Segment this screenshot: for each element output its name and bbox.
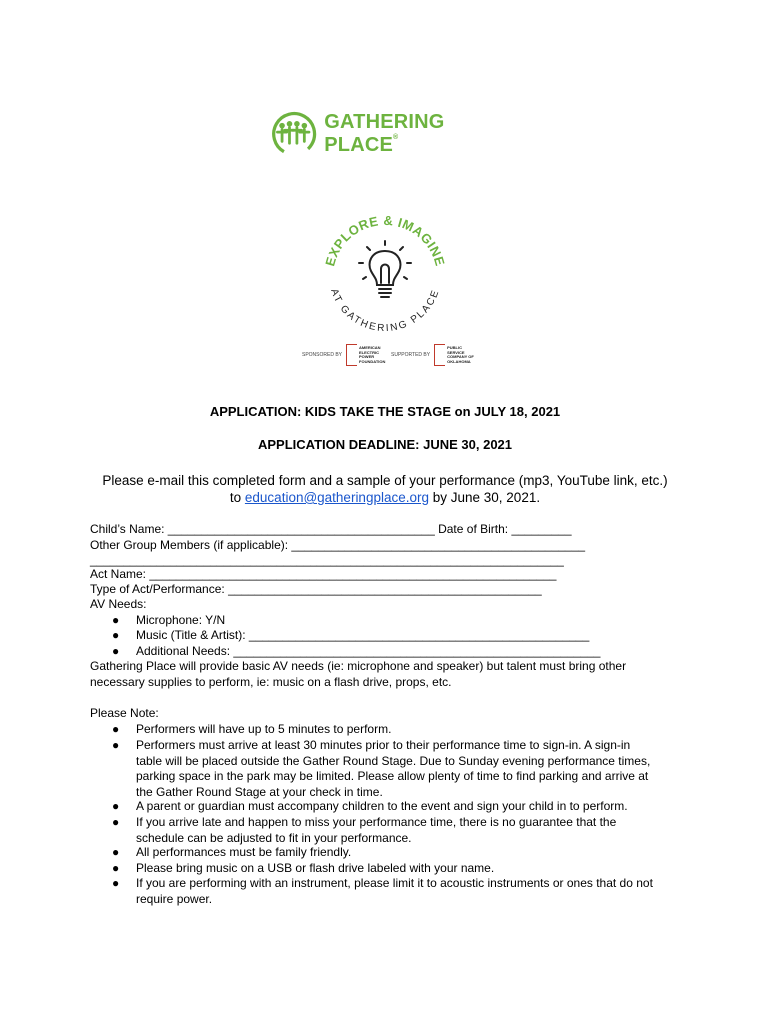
other-members-field[interactable]: Other Group Members (if applicable): ____________________________________________ [90, 538, 586, 552]
av-note-line-2: necessary supplies to perform, ie: music on a flash drive, props, etc. [90, 675, 452, 689]
note-item: ● Please bring music on a USB or flash drive labeled with your name. [112, 861, 495, 875]
av-note-line-1: Gathering Place will provide basic AV needs (ie: microphone and speaker) but talent must bring other [90, 659, 627, 673]
application-deadline: APPLICATION DEADLINE: JUNE 30, 2021 [257, 437, 513, 452]
sponsored-by-label: SPONSORED BY [302, 352, 343, 358]
av-needs-label: AV Needs: [90, 597, 147, 611]
sponsor-row [302, 343, 477, 367]
badge-bottom-arc-text: AT GATHERING PLACE [328, 287, 442, 335]
note-item: ● If you arrive late and happen to miss your performance time, there is no guarantee that the schedule can be adjusted to fit in your performance. [112, 815, 617, 845]
supported-by-label: SUPPORTED BY [391, 352, 431, 358]
av-item-additional[interactable]: ● Additional Needs: _______________________________________________________ [112, 644, 601, 658]
email-link[interactable]: education@gatheringplace.org [244, 490, 429, 505]
note-item: ● Performers must arrive at least 30 minutes prior to their performance time to sign-in. A sign-in table will be placed outside the Gather Round Stage. Due to Sunday evening performance times, parking space in the park may be limited. Please allow plenty of time to find parking and arrive at the Gather Round Stage at your check in time. [112, 738, 651, 799]
av-item-music[interactable]: ● Music (Title & Artist): ___________________________________________________ [112, 628, 590, 642]
sponsor-aep-logo: AMERICAN ELECTRIC POWER FOUNDATION [346, 344, 387, 366]
application-title: APPLICATION: KIDS TAKE THE STAGE on JULY 18, 2021 [209, 404, 561, 419]
explore-imagine-badge [315, 205, 455, 345]
instructions-line-1: Please e-mail this completed form and a sample of your performance (mp3, YouTube link, etc.) [102, 473, 668, 488]
gathering-place-logo [270, 106, 510, 162]
svg-text:AT GATHERING PLACE [328, 287, 442, 334]
child-name-field[interactable]: Child’s Name: ________________________________________ Date of Birth: _________ [90, 522, 572, 536]
act-name-field[interactable]: Act Name: _____________________________________________________________ [90, 567, 557, 581]
lightbulb-icon [359, 241, 411, 297]
note-item: ● If you are performing with an instrument, please limit it to acoustic instruments or ones that do not require power. [112, 876, 653, 906]
note-item: ● A parent or guardian must accompany children to the event and sign your child in to perform. [112, 799, 628, 813]
sponsor-pso-logo: PUBLIC SERVICE COMPANY OF OKLAHOMA [434, 344, 475, 366]
logo-wordmark: GATHERING PLACE® [324, 111, 445, 156]
note-item: ● All performances must be family friendly. [112, 845, 352, 859]
badge-top-arc-text: EXPLORE & IMAGINE [322, 212, 448, 268]
other-members-continuation[interactable]: _______________________________________________________________________ [90, 553, 564, 567]
please-note-label: Please Note: [90, 706, 159, 720]
instructions-line-2: to education@gatheringplace.org by June 30, 2021. [229, 490, 541, 505]
av-item-microphone[interactable]: ● Microphone: Y/N [112, 613, 226, 627]
type-of-act-field[interactable]: Type of Act/Performance: _______________________________________________ [90, 582, 542, 596]
gathering-place-logo-icon [270, 108, 318, 160]
note-item: ● Performers will have up to 5 minutes to perform. [112, 722, 392, 736]
